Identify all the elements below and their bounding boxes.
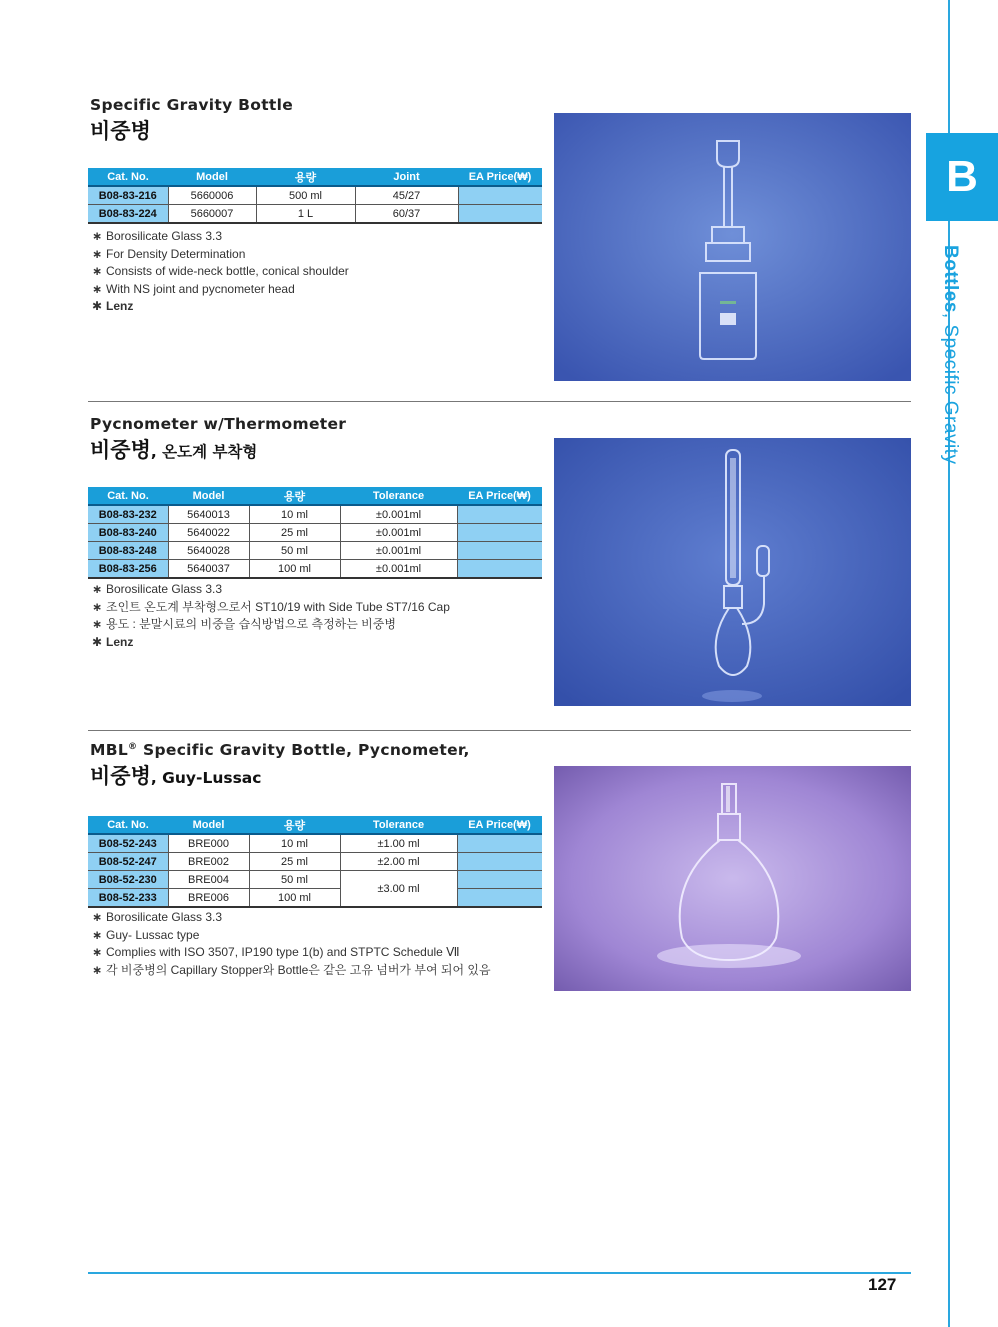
section-divider — [88, 401, 911, 402]
section-tab-b[interactable] — [926, 133, 998, 221]
table-row — [88, 834, 542, 853]
cat-no: B08-83-240 — [88, 524, 168, 542]
feature-list-3 — [92, 909, 491, 979]
col-header: 용량 — [249, 816, 340, 834]
capacity: 50 ml — [249, 542, 340, 560]
model: 5660006 — [168, 186, 256, 205]
price — [457, 560, 542, 579]
list-item: ∗ Borosilicate Glass 3.3 — [92, 229, 223, 243]
col-header: 용량 — [256, 168, 355, 186]
tolerance: ±1.00 ml — [340, 834, 457, 853]
table-header-row — [88, 168, 542, 186]
capacity: 500 ml — [256, 186, 355, 205]
model: BRE006 — [168, 889, 249, 908]
list-item: ∗ Consists of wide-neck bottle, conical shoulder — [92, 264, 349, 278]
list-item: ∗ Borosilicate Glass 3.3 — [92, 582, 223, 596]
table-row — [88, 542, 542, 560]
category-bold: Bottles — [940, 245, 961, 313]
table-row — [88, 853, 542, 871]
product-table-2 — [88, 487, 542, 579]
tolerance: ±0.001ml — [340, 505, 457, 524]
cat-no: B08-52-243 — [88, 834, 168, 853]
feature-list-1 — [92, 228, 349, 316]
cat-no: B08-52-233 — [88, 889, 168, 908]
cat-no: B08-52-247 — [88, 853, 168, 871]
table-row — [88, 505, 542, 524]
table-row — [88, 186, 542, 205]
col-header: EA Price(₩) — [457, 487, 542, 505]
brand-item: ✱ Lenz — [92, 299, 134, 313]
cat-no: B08-83-216 — [88, 186, 168, 205]
col-header: Model — [168, 168, 256, 186]
section-title-en: Pycnometer w/Thermometer — [90, 415, 347, 433]
cat-no: B08-83-232 — [88, 505, 168, 524]
product-table-3 — [88, 816, 542, 908]
product-photo-guy-lussac — [554, 766, 911, 991]
section-guy-lussac — [90, 741, 550, 790]
list-item: ∗ 용도 : 분말시료의 비중을 습식방법으로 측정하는 비중병 — [92, 617, 396, 631]
capacity: 10 ml — [249, 834, 340, 853]
col-header: Model — [168, 487, 249, 505]
price — [458, 186, 542, 205]
page-number: 127 — [868, 1275, 897, 1294]
model: 5640022 — [168, 524, 249, 542]
col-header: 용량 — [249, 487, 340, 505]
price — [457, 871, 542, 889]
cat-no: B08-83-224 — [88, 205, 168, 224]
col-header: Tolerance — [340, 487, 457, 505]
cat-no: B08-83-248 — [88, 542, 168, 560]
category-rest: , Specific Gravity — [940, 312, 961, 465]
brand-item: ✱ Lenz — [92, 634, 134, 649]
price — [458, 205, 542, 224]
model: 5640013 — [168, 505, 249, 524]
tolerance: ±0.001ml — [340, 524, 457, 542]
table-row — [88, 524, 542, 542]
model: 5660007 — [168, 205, 256, 224]
price — [457, 853, 542, 871]
joint: 60/37 — [355, 205, 458, 224]
footer-rule — [88, 1272, 911, 1274]
col-header: Joint — [355, 168, 458, 186]
tolerance: ±3.00 ml — [340, 871, 457, 908]
capacity: 10 ml — [249, 505, 340, 524]
table-header-row — [88, 816, 542, 834]
feature-list-2 — [92, 581, 450, 651]
section-title-ko: 비중병, Guy-Lussac — [90, 764, 262, 788]
list-item: ∗ 각 비중병의 Capillary Stopper와 Bottle은 같은 고유 넘버가 부여 되어 있음 — [92, 962, 491, 977]
section-divider — [88, 730, 911, 731]
model: BRE004 — [168, 871, 249, 889]
capacity: 50 ml — [249, 871, 340, 889]
price — [457, 505, 542, 524]
list-item: ∗ Borosilicate Glass 3.3 — [92, 910, 223, 924]
tab-letter: B — [946, 152, 978, 201]
list-item: ∗ Complies with ISO 3507, IP190 type 1(b) and STPTC Schedule Ⅶ — [92, 945, 460, 959]
list-item: ∗ For Density Determination — [92, 246, 246, 261]
table-row — [88, 205, 542, 224]
list-item: ∗ With NS joint and pycnometer head — [92, 281, 295, 296]
cat-no: B08-52-230 — [88, 871, 168, 889]
col-header: Cat. No. — [88, 487, 168, 505]
cat-no: B08-83-256 — [88, 560, 168, 579]
capacity: 100 ml — [249, 560, 340, 579]
section-title-en: MBL® Specific Gravity Bottle, Pycnometer, — [90, 741, 470, 759]
joint: 45/27 — [355, 186, 458, 205]
model: 5640028 — [168, 542, 249, 560]
col-header: Tolerance — [340, 816, 457, 834]
sidebar-category-label — [939, 245, 961, 464]
col-header: Cat. No. — [88, 816, 168, 834]
col-header: EA Price(₩) — [458, 168, 542, 186]
section-specific-gravity-bottle — [90, 96, 550, 145]
product-photo-pycnometer-thermometer — [554, 438, 911, 706]
section-title-ko: 비중병, 온도계 부착형 — [90, 438, 258, 462]
table-row — [88, 871, 542, 889]
product-photo-specific-gravity-bottle — [554, 113, 911, 381]
col-header: Cat. No. — [88, 168, 168, 186]
list-item: ∗ 조인트 온도계 부착형으로서 ST10/19 with Side Tube ST7/16 Cap — [92, 599, 450, 614]
section-title-en: Specific Gravity Bottle — [90, 96, 294, 114]
table-row — [88, 560, 542, 579]
price — [457, 889, 542, 908]
model: BRE002 — [168, 853, 249, 871]
capacity: 25 ml — [249, 853, 340, 871]
price — [457, 542, 542, 560]
capacity: 25 ml — [249, 524, 340, 542]
tolerance: ±0.001ml — [340, 560, 457, 579]
capacity: 1 L — [256, 205, 355, 224]
list-item: ∗ Guy- Lussac type — [92, 927, 200, 942]
tolerance: ±2.00 ml — [340, 853, 457, 871]
price — [457, 834, 542, 853]
price — [457, 524, 542, 542]
section-title-ko: 비중병 — [90, 119, 151, 143]
col-header: EA Price(₩) — [457, 816, 542, 834]
tolerance: ±0.001ml — [340, 542, 457, 560]
table-header-row — [88, 487, 542, 505]
product-table-1 — [88, 168, 542, 224]
col-header: Model — [168, 816, 249, 834]
section-pycnometer-thermometer — [90, 415, 550, 464]
model: 5640037 — [168, 560, 249, 579]
model: BRE000 — [168, 834, 249, 853]
table-row — [88, 889, 542, 908]
capacity: 100 ml — [249, 889, 340, 908]
